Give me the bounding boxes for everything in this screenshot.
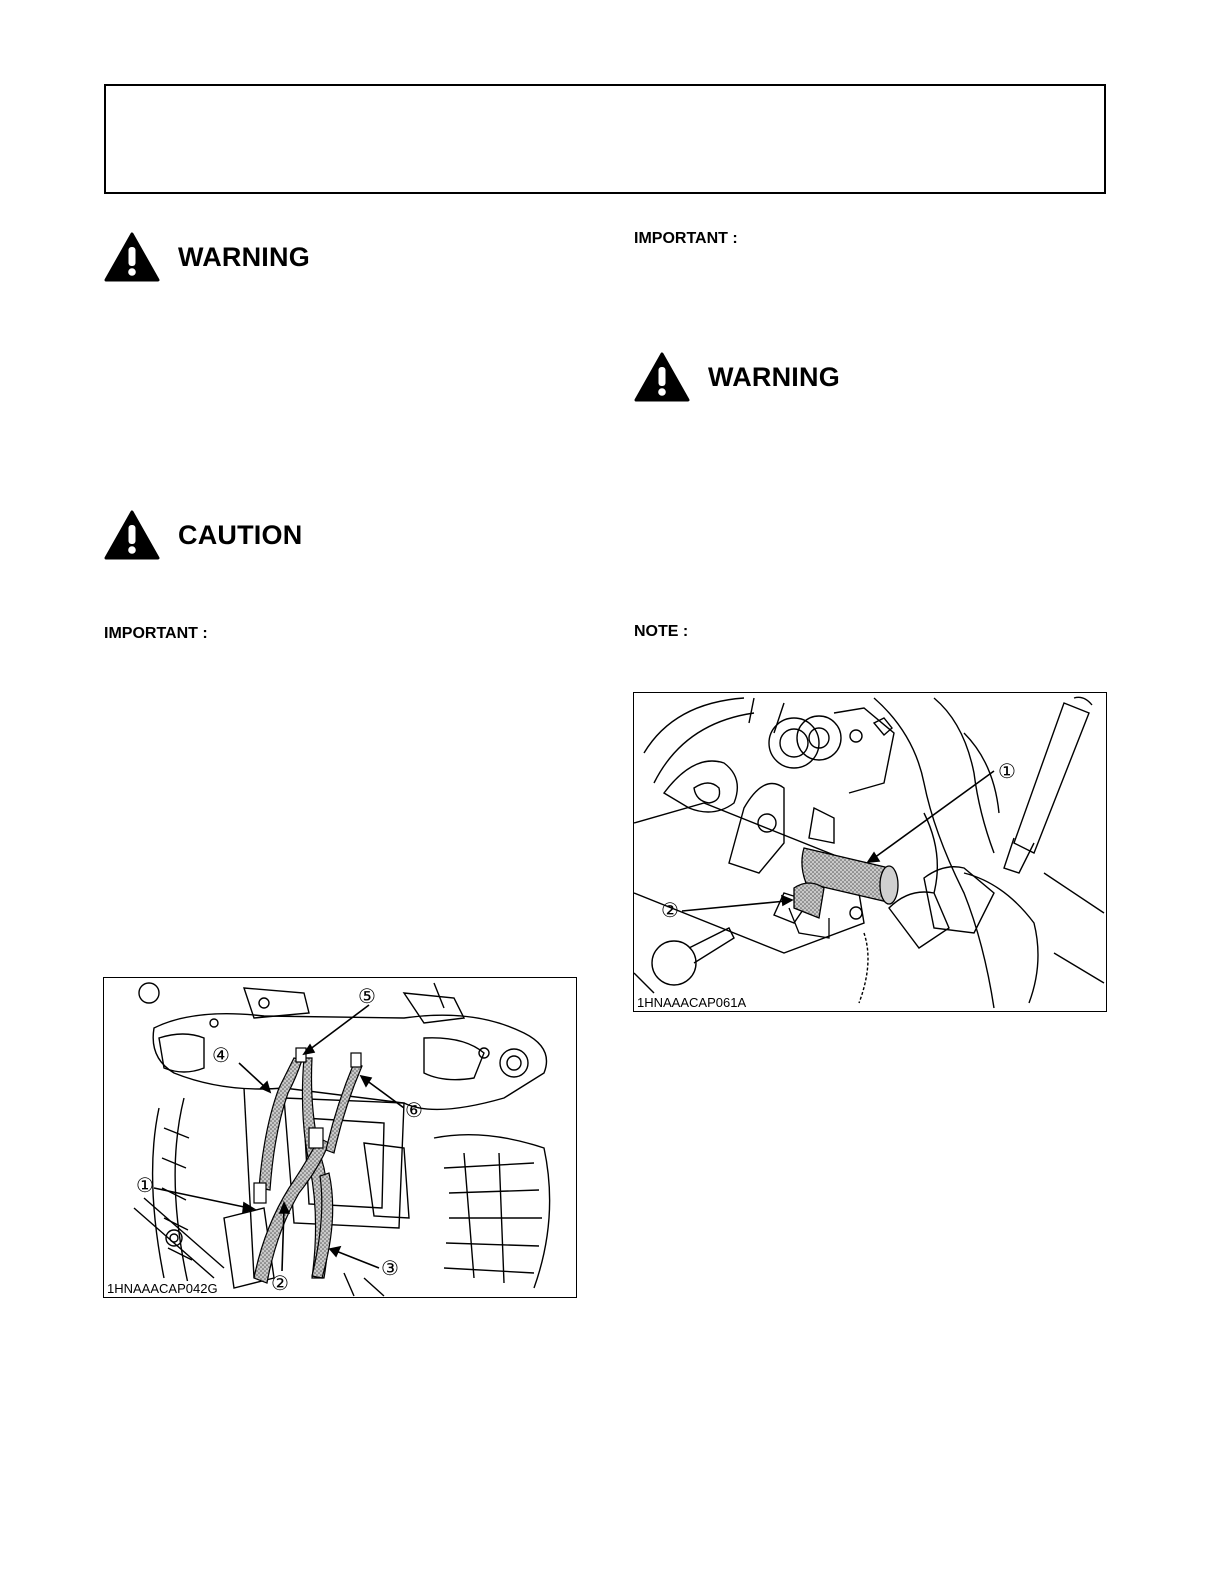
callout-2: ② — [271, 1273, 289, 1295]
important-label-right: IMPORTANT : — [634, 230, 738, 247]
warning-alert-left — [104, 232, 310, 282]
important-label-left: IMPORTANT : — [104, 625, 208, 642]
warning-alert-right — [634, 352, 840, 402]
hose-cap-illustration — [634, 693, 1107, 1012]
caution-heading: CAUTION — [178, 519, 303, 550]
figure-hose-cap — [633, 692, 1107, 1012]
header-frame — [104, 84, 1106, 194]
callout-1: ① — [998, 761, 1016, 783]
figure-code: 1HNAAACAP061A — [637, 995, 747, 1010]
figure-code: 1HNAAACAP042G — [107, 1281, 218, 1296]
caution-alert-left — [104, 510, 302, 560]
warning-triangle-icon — [104, 232, 160, 282]
callout-5: ⑤ — [358, 986, 376, 1008]
callout-1: ① — [136, 1175, 154, 1197]
figure-hoses — [103, 977, 577, 1298]
warning-triangle-icon — [104, 510, 160, 560]
callout-3: ③ — [381, 1258, 399, 1280]
warning-triangle-icon — [634, 352, 690, 402]
hose-illustration — [104, 978, 577, 1298]
note-label: NOTE : — [634, 623, 689, 640]
callout-4: ④ — [212, 1045, 230, 1067]
callout-2: ② — [661, 900, 679, 922]
warning-heading: WARNING — [178, 241, 310, 272]
callout-6: ⑥ — [405, 1100, 423, 1122]
warning-heading: WARNING — [708, 361, 840, 392]
